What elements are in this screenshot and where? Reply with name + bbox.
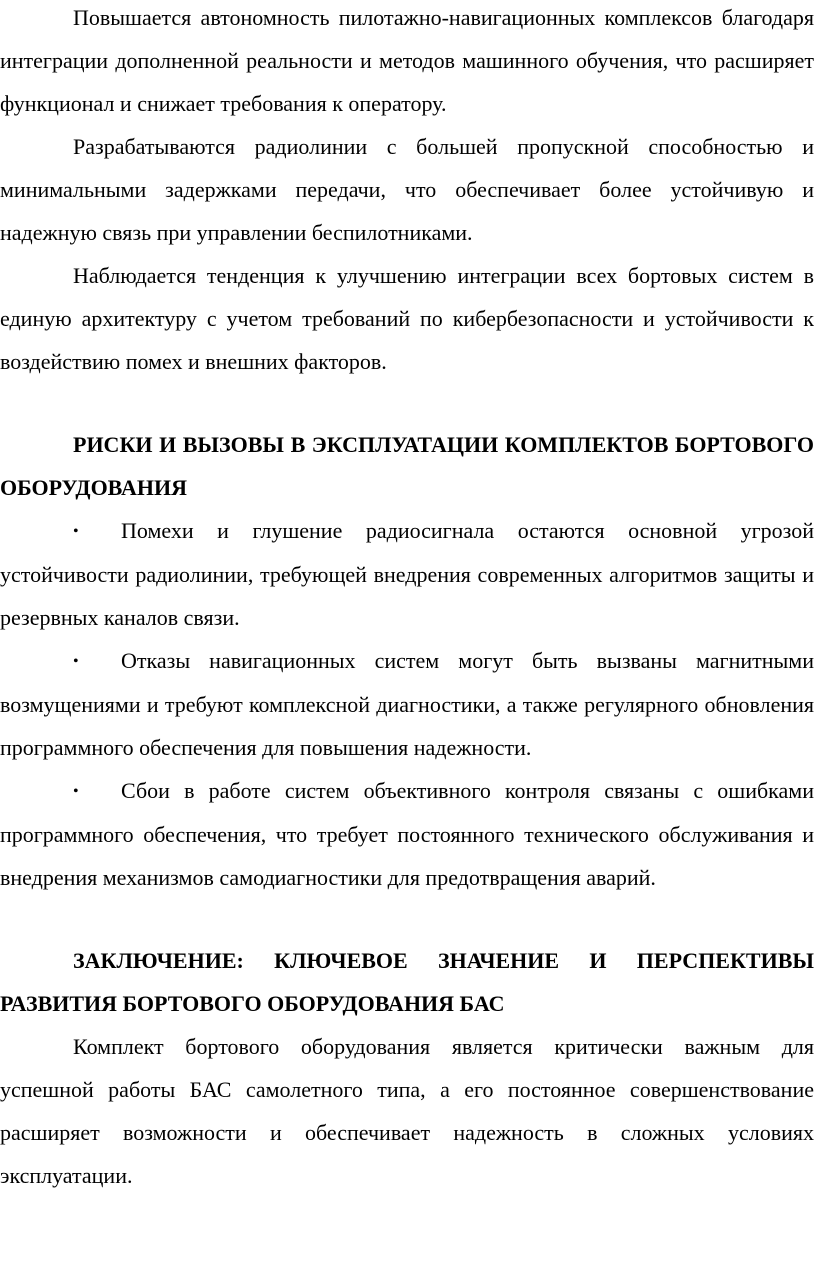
paragraph-radio-links: Разрабатываются радиолинии с большей пропускной способностью и минимальными задержками передачи, что обеспечивает более устойчивую и надежную связь при управлении беспилотниками. [0,134,814,245]
heading-risks: РИСКИ И ВЫЗОВЫ В ЭКСПЛУАТАЦИИ КОМПЛЕКТОВ БОРТОВОГО ОБОРУДОВАНИЯ [0,432,814,500]
bullet-icon: • [73,653,79,670]
bullet-icon: • [73,523,79,540]
bullet-text: Помехи и глушение радиосигнала остаются основной угрозой устойчивости радиолинии, требующей внедрения современных алгоритмов защиты и резервных каналов связи. [0,518,814,630]
bullet-item-navigation-failures [0,639,814,769]
bullet-item-control-failures [0,769,814,899]
paragraph-integration: Наблюдается тенденция к улучшению интеграции всех бортовых систем в единую архитектуру с учетом требований по кибербезопасности и устойчивости к воздействию помех и внешних факторов. [0,263,814,374]
bullet-text: Сбои в работе систем объективного контроля связаны с ошибками программного обеспечения, что требует постоянного технического обслуживания и внедрения механизмов самодиагностики для предотвращения аварий. [0,778,814,890]
bullet-item-interference [0,509,814,639]
bullet-icon: • [73,783,79,800]
bullet-text: Отказы навигационных систем могут быть вызваны магнитными возмущениями и требуют комплексной диагностики, а также регулярного обновления программного обеспечения для повышения надежности. [0,648,814,760]
paragraph-conclusion: Комплект бортового оборудования является критически важным для успешной работы БАС самолетного типа, а его постоянное совершенствование расширяет возможности и обеспечивает надежность в сложных условиях эксплуатации. [0,1034,814,1188]
paragraph-autonomy: Повышается автономность пилотажно-навигационных комплексов благодаря интеграции дополненной реальности и методов машинного обучения, что расширяет функционал и снижает требования к оператору. [0,5,814,116]
heading-conclusion: ЗАКЛЮЧЕНИЕ: КЛЮЧЕВОЕ ЗНАЧЕНИЕ И ПЕРСПЕКТИВЫ РАЗВИТИЯ БОРТОВОГО ОБОРУДОВАНИЯ БАС [0,948,814,1016]
